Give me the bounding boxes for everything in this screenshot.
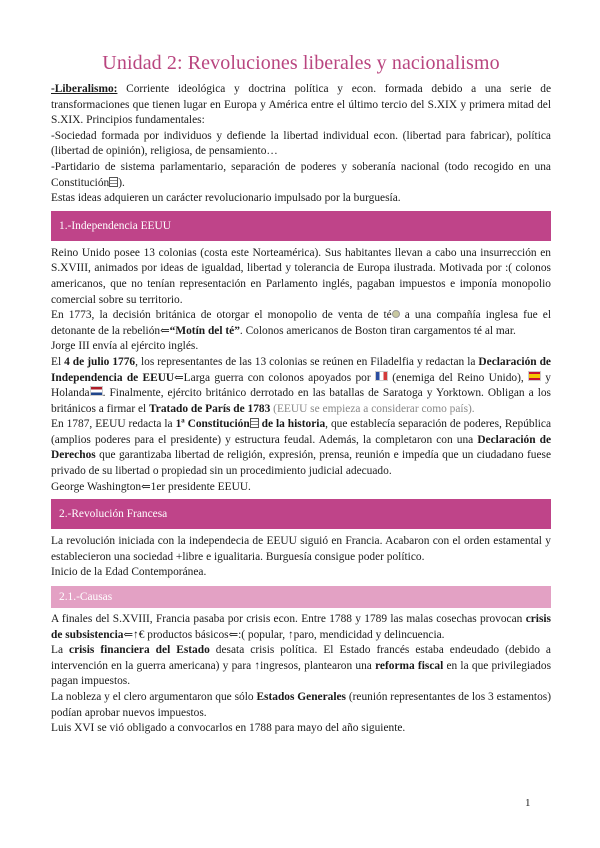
scroll-icon — [250, 418, 259, 428]
causas-paragraph-3: La nobleza y el clero argumentaron que sólo Estados Generales (reunión representantes de los 3 estamentos) podían aprobar nuevos impuestos. — [51, 691, 551, 719]
sec1-paragraph-3: Jorge III envía al ejército inglés. — [51, 340, 199, 353]
causas-paragraph-4: Luis XVI se vió obligado a convocarlos en 1788 para mayo del año siguiente. — [51, 722, 406, 735]
principle-1: -Sociedad formada por individuos y defiende la libertad individual econ. (libertad para fabricar), política (libertad de opinión), religiosa, de pensamiento… — [51, 129, 551, 158]
spain-flag-icon — [528, 371, 541, 381]
section-heading-independencia: 1.-Independencia EEUU — [51, 211, 551, 241]
liberalism-term: -Liberalismo: — [51, 83, 118, 95]
tea-cup-icon — [392, 310, 400, 318]
netherlands-flag-icon — [90, 386, 103, 396]
principle-3: Estas ideas adquieren un carácter revolucionario impulsado por la burguesía. — [51, 192, 401, 205]
sec1-paragraph-6: George Washington⇐1er presidente EEUU. — [51, 480, 251, 493]
causas-paragraph-2: La crisis financiera del Estado desata crisis política. El Estado francés estaba endeudado (debido a intervención en la guerra americana) y para ↑ingresos, plantearon una reforma fiscal en la que privilegiados pagan impuestos. — [51, 644, 552, 688]
subsection-heading-causas: 2.1.-Causas — [51, 586, 551, 608]
sec2-paragraph-2: Inicio de la Edad Contemporánea. — [51, 566, 207, 579]
scroll-icon — [109, 177, 118, 187]
sec1-paragraph-2: En 1773, la decisión británica de otorgar el monopolio de venta de té a una compañía inglesa fue el detonante de la rebelión⇐“Motín del té”. Colonos americanos de Boston tiran cargamentos té al mar. — [51, 309, 551, 337]
page-title: Unidad 2: Revoluciones liberales y nacionalismo — [102, 52, 500, 74]
sec1-paragraph-5: En 1787, EEUU redacta la 1ª Constitución de la historia, que establecía separación de poderes, República (amplios poderes para el presidente) y estructura feudal. Además, la completaron con una Declaración de Derechos que garantizaba libertad de religión, expresión, prensa, reunión e impedía que un ciudadano fuese privado de su libertad o propiedad sin un procedimiento judicial adecuado. — [51, 418, 552, 478]
causas-paragraph-1: A finales del S.XVIII, Francia pasaba por crisis econ. Entre 1788 y 1789 las malas cosechas provocan crisis de subsistencia⇐↑€ productos básicos⇐:( popular, ↑paro, mendicidad y delincuencia. — [51, 613, 551, 641]
sec1-paragraph-1: Reino Unido posee 13 colonias (costa este Norteamérica). Sus habitantes llevan a cabo una insurrección en S.XVIII, animados por ideas de igualdad, libertad y tolerancia de Europa ilustrada. Motivada por :( colonos americanos, que no tenían representación en Parlamento inglés, pagaban impuestos e imponía monopolio comercial sobre su territorio. — [51, 246, 551, 306]
sec2-paragraph-1: La revolución iniciada con la independecia de EEUU siguió en Francia. Acabaron con el orden estamental y establecieron una sociedad +libre e igualitaria. Burguesía consigue poder político. — [51, 535, 551, 563]
page-number: 1 — [525, 797, 531, 809]
section-heading-revolucion: 2.-Revolución Francesa — [51, 499, 551, 529]
france-flag-icon — [375, 371, 388, 381]
liberalism-paragraph: -Liberalismo: Corriente ideológica y doctrina política y econ. formada debido a una serie de transformaciones que tienen lugar en Europa y América entre el último tercio del S.XIX y primera mitad del S.XIX. Principios fundamentales: — [51, 83, 551, 127]
principle-2: -Partidario de sistema parlamentario, separación de poderes y soberanía nacional (todo recogido en una Constitución ). — [51, 160, 551, 189]
sec1-paragraph-4: El 4 de julio 1776, los representantes de las 13 colonias se reúnen en Filadelfia y redactan la Declaración de Independencia de EEUU⇐Larga guerra con colonos apoyados por (enemiga del Reino Unido), y Holanda . Finalmente, ejército británico derrotado en las batallas de Saratoga y Yorktown. Obligan a los británicos a firmar el Tratado de París de 1783 (EEUU se empieza a considerar como país). — [51, 355, 551, 415]
